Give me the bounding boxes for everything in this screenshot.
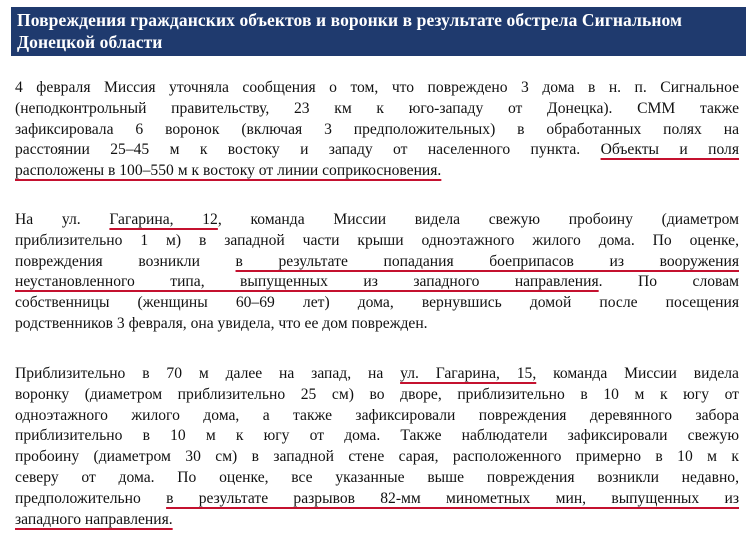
p3-line-6: северу от дома. По оценке, все указанные выше повреждения возникли недавно, bbox=[15, 468, 739, 486]
p1-highlight-2: расположены в 100–550 м к востоку от линии соприкосновения. bbox=[15, 162, 442, 180]
p3-highlight-1: в результате разрывов 82-мм минометных мин, выпущенных из bbox=[166, 489, 739, 507]
p2-line-3-text: повреждения возникли bbox=[15, 252, 236, 270]
p2-street-highlight: Гагарина, 12 bbox=[109, 211, 218, 228]
p2-line-1-text-c: , команда Миссии видела свежую пробоину (диаметром bbox=[217, 211, 739, 228]
paragraph-1 bbox=[15, 78, 739, 182]
section-header bbox=[11, 7, 746, 56]
header-line-2: Донецкой области bbox=[17, 32, 163, 52]
paragraph-2 bbox=[15, 210, 739, 335]
p2-line-1-text-a: На ул. bbox=[15, 211, 110, 228]
p2-line-3 bbox=[15, 252, 739, 273]
p1-highlight-1: Объекты и поля bbox=[600, 141, 739, 159]
p1-line-4-text: расстоянии 25–45 м к востоку и западу от населенного пункта. bbox=[15, 141, 601, 159]
p3-line-8 bbox=[15, 510, 739, 531]
p2-highlight-2: неустановленного типа, выпущенных из западного направления bbox=[15, 273, 599, 291]
p3-line-4: приблизительно в 10 м к югу от дома. Также наблюдатели зафиксировали свежую bbox=[15, 427, 739, 445]
p2-line-4-text: . По словам bbox=[598, 273, 739, 291]
p3-line-1-text-c: команда Миссии видела bbox=[536, 365, 739, 382]
p2-line-6: родственников 3 февраля, она увидела, что ее дом поврежден. bbox=[15, 314, 428, 332]
p1-line-4 bbox=[15, 140, 739, 161]
p1-line-3: зафиксировала 6 воронок (включая 3 предположительных) в обработанных полях на bbox=[15, 120, 739, 138]
p3-line-3: одноэтажного жилого дома, а также зафиксировали повреждения деревянного забора bbox=[15, 406, 739, 424]
p2-line-5: собственницы (женщины 60–69 лет) дома, вернувшись домой после посещения bbox=[15, 294, 739, 312]
p1-line-2: (неподконтрольный правительству, 23 км к юго-западу от Донецка). СММ также bbox=[15, 99, 739, 117]
header-line-1: Повреждения гражданских объектов и воронки в результате обстрела Сигнальном bbox=[17, 10, 683, 30]
p2-line-4 bbox=[15, 272, 739, 293]
p3-line-2: воронку (диаметром приблизительно 25 см) во дворе, приблизительно в 10 м к югу от bbox=[15, 385, 739, 403]
p3-highlight-2: западного направления. bbox=[15, 510, 173, 528]
p2-highlight-1: в результате попадания боеприпасов из вооружения bbox=[235, 252, 739, 270]
p3-line-7 bbox=[15, 489, 739, 510]
p1-line-5 bbox=[15, 161, 739, 182]
p3-line-1 bbox=[15, 364, 739, 385]
p3-line-7-text: предположительно bbox=[15, 489, 167, 507]
p2-line-2: приблизительно 1 м) в западной части крыши одноэтажного жилого дома. По оценке, bbox=[15, 231, 739, 249]
p1-line-1: 4 февраля Миссия уточняла сообщения о том, что повреждено 3 дома в н. п. Сигнальное bbox=[15, 79, 739, 96]
p2-line-1 bbox=[15, 210, 739, 231]
p3-line-5: пробоину (диаметром 30 см) в западной стене сарая, расположенного примерно в 10 м к bbox=[15, 448, 739, 466]
p3-street-highlight: ул. Гагарина, 15, bbox=[400, 365, 537, 382]
paragraph-3 bbox=[15, 364, 739, 530]
p3-line-1-text-a: Приблизительно в 70 м далее на запад, на bbox=[15, 365, 401, 382]
